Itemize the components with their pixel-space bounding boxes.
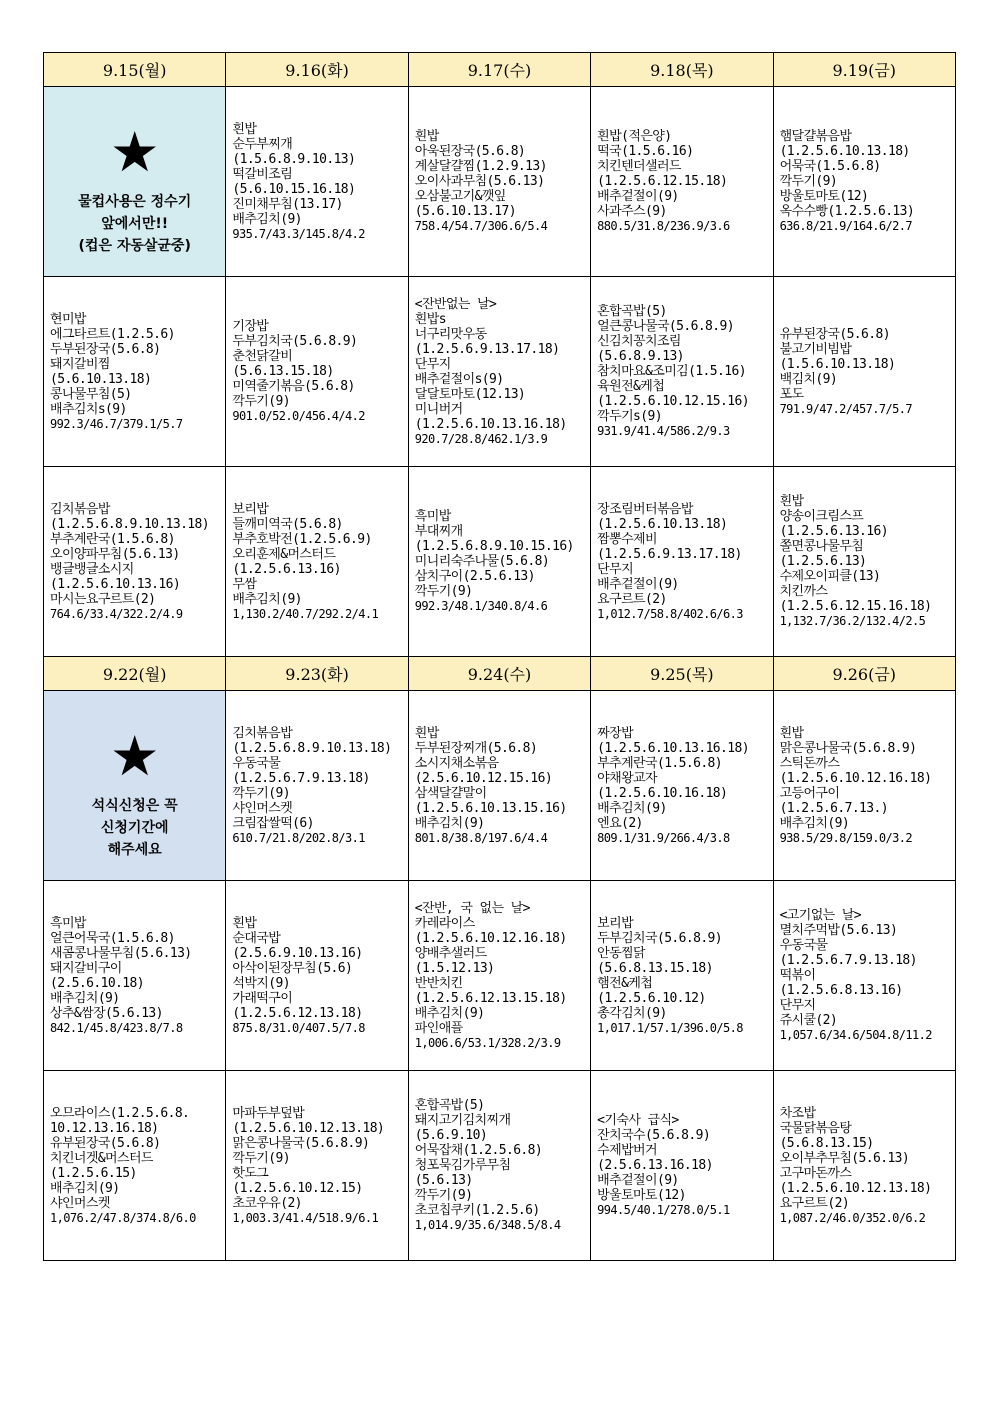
menu-item: 치킨텐더샐러드 [597,159,681,174]
menu-item: 장조림버터볶음밥 [597,501,693,517]
menu-item: (1.2.5.6.7.9.13.18) [779,953,917,968]
menu-item: 들깨미역국(5.6.8) [232,516,343,532]
menu-item: (1.2.5.6.12.13.15.18) [414,990,567,1006]
menu-item: 양배추샐러드 [414,945,487,961]
meal-cell [44,277,226,467]
menu-item: (2.5.6.9.10.13.16) [232,945,363,961]
menu-item: 치킨너겟&머스터드 [50,1150,153,1166]
menu-item: 배추김치(9) [50,1180,120,1196]
menu-item: (1.2.5.6.10.12.15) [232,1180,363,1196]
meal-cell [226,277,408,467]
menu-item: 오삼불고기&깻잎 [414,189,506,204]
nutrition-info: 1,006.6/53.1/328.2/3.9 [414,1035,561,1050]
menu-item: 깍두기(9) [414,1188,473,1203]
meal-cell [44,467,226,657]
menu-item: 기장밥 [232,319,269,334]
menu-item: 고구마돈까스 [779,1165,852,1181]
nutrition-info: 994.5/40.1/278.0/5.1 [597,1203,730,1217]
menu-item: 오리훈제&머스터드 [232,546,336,562]
menu-item: 부추계란국(1.5.6.8) [50,531,175,547]
menu-item: (1.2.5.6.15) [50,1165,137,1181]
menu-item: (1.2.5.6.10.12.16.18) [414,930,567,946]
menu-item: 두부된장찌개(5.6.8) [414,740,538,756]
meal-cell [226,1071,408,1261]
menu-item: 얼큰콩나물국(5.6.8.9) [597,319,734,334]
menu-item: 샤인머스켓 [50,1195,110,1211]
menu-item: (1.2.5.6.8.9.10.15.16) [414,539,574,554]
menu-item: 부추계란국(1.5.6.8) [597,755,723,771]
menu-item: 석박지(9) [232,975,290,991]
menu-item: (1.2.5.6.10.13.16) [50,576,181,592]
nutrition-info: 875.8/31.0/407.5/7.8 [232,1020,365,1035]
menu-item: 두부김치국(5.6.8.9) [232,334,358,349]
menu-item: (1.2.5.6.10.12.13.18) [232,1120,385,1136]
menu-item: (1.2.5.6.10.13.18) [597,516,728,532]
notice-text: 석식신청은 꼭 [91,797,178,814]
day-header: 9.15(월) [44,53,226,87]
menu-table [43,52,956,1261]
menu-item: 배추겉절이(9) [597,1173,679,1188]
menu-item: (5.6.9.10) [414,1128,488,1143]
menu-item: 청포묵김가루무침 [414,1158,511,1173]
menu-item: 우동국물 [779,938,828,953]
nutrition-info: 920.7/28.8/462.1/3.9 [414,431,548,446]
menu-item: (1.2.5.6.10.13.16.18) [414,416,567,432]
menu-item: (5.6.13) [414,1173,473,1188]
menu-item: (1.2.5.6.9.13.17.18) [597,546,742,562]
menu-item: 오므라이스(1.2.5.6.8. [50,1105,190,1121]
menu-item: 치킨까스 [779,584,828,599]
menu-item: 소시지채소볶음 [414,755,499,771]
menu-item: 순대국밥 [232,930,281,946]
day-header-row [44,53,956,87]
nutrition-info: 842.1/45.8/423.8/7.8 [50,1020,183,1035]
menu-item: 삼색달걀말이 [414,785,487,801]
meal-cell [591,277,773,467]
menu-item: 흰밥 [779,494,804,509]
meal-cell [591,691,773,881]
menu-item: 배추김치(9) [597,800,667,816]
menu-item: 새콤콩나물무침(5.6.13) [50,945,192,961]
nutrition-info: 1,017.1/57.1/396.0/5.8 [597,1020,743,1035]
menu-item: 육원전&케첩 [597,379,665,394]
menu-item: (5.6.10.13.18) [50,371,152,387]
menu-item: 햄달걀볶음밥 [779,129,852,144]
meal-row [44,691,956,881]
menu-item: 배추겉절이s(9) [414,371,504,387]
menu-item: (1.2.5.6.10.12.15.16) [597,394,749,409]
meal-cell [44,1071,226,1261]
menu-item: 떡국(1.5.6.16) [597,144,694,159]
day-header: 9.16(화) [226,53,408,87]
nutrition-info: 992.3/48.1/340.8/4.6 [414,599,548,613]
nutrition-info: 1,014.9/35.6/348.5/8.4 [414,1218,561,1232]
menu-item: 깍두기s(9) [597,409,662,424]
menu-item: 총각김치(9) [597,1005,667,1021]
menu-item: 쥬시쿨(2) [779,1013,838,1028]
menu-item: (2.5.6.10.18) [50,975,144,991]
menu-item: (1.2.5.6.13.16) [232,561,341,577]
menu-item: 스틱돈까스 [779,755,840,771]
menu-item: (1.2.5.6.8.9.10.13.18) [232,740,392,756]
menu-item: (1.2.5.6.8.13.16) [779,983,903,998]
day-header: 9.19(금) [773,53,955,87]
nutrition-info: 992.3/46.7/379.1/5.7 [50,416,183,431]
day-header: 9.22(월) [44,657,226,691]
menu-item: 초코칩쿠키(1.2.5.6) [414,1203,540,1218]
menu-item: 아삭이된장무침(5.6) [232,960,353,976]
notice-text: (컵은 자동살균중) [78,237,191,254]
menu-item: (1.2.5.6.7.13.) [779,800,888,816]
menu-item: (1.2.5.6.10.12) [597,990,706,1006]
menu-item: 미니리숙주나물(5.6.8) [414,554,550,569]
menu-item: 보리밥 [597,915,634,931]
nutrition-info: 764.6/33.4/322.2/4.9 [50,606,183,621]
menu-item: (2.5.6.10.12.15.16) [414,770,553,786]
day-header: 9.26(금) [773,657,955,691]
menu-item: 돼지고기김치찌개 [414,1113,511,1128]
menu-item: 오이부추무침(5.6.13) [779,1150,910,1166]
menu-item: 초코우유(2) [232,1195,302,1211]
menu-item: 깍두기(9) [232,785,290,801]
menu-item: 돼지갈비구이 [50,960,122,976]
menu-item: (1.2.5.6.10.16.18) [597,785,728,801]
menu-item: 배추김치s(9) [50,401,127,417]
menu-item: 아욱된장국(5.6.8) [414,144,526,159]
menu-item: 단무지 [414,356,451,372]
menu-item: 가래떡구이 [232,990,293,1006]
meal-cell [773,87,955,277]
menu-item: (1.5.6.10.13.18) [779,356,896,372]
menu-item: 유부된장국(5.6.8) [779,326,890,342]
menu-item: 야채왕교자 [597,770,657,786]
menu-item: 엔요(2) [597,815,643,831]
menu-item: (1.2.5.6.12.15.18) [597,174,728,189]
menu-item: 흑미밥 [50,915,86,931]
menu-item: (1.2.5.6.9.13.17.18) [414,341,560,357]
nutrition-info: 1,057.6/34.6/504.8/11.2 [779,1028,932,1042]
menu-item: 10.12.13.16.18) [50,1120,159,1136]
menu-item: 맑은콩나물국(5.6.8.9) [232,1135,370,1151]
meal-cell [226,87,408,277]
menu-item: 핫도그 [232,1165,269,1181]
menu-item: 멸치주먹밥(5.6.13) [779,923,898,938]
day-header-row [44,657,956,691]
meal-cell [591,1071,773,1261]
menu-item: 두부된장국(5.6.8) [50,341,161,357]
menu-item: (1.2.5.6.10.12.13.18) [779,1180,932,1196]
nutrition-info: 1,003.3/41.4/518.9/6.1 [232,1210,379,1225]
menu-item: (1.2.5.6.13) [779,554,867,569]
meal-cell [591,87,773,277]
menu-item: 상추&쌈장(5.6.13) [50,1005,163,1021]
meal-cell [408,691,590,881]
menu-item: 깍두기(9) [232,394,290,409]
meal-cell [773,277,955,467]
menu-item: 돼지갈비찜 [50,356,110,372]
meal-row [44,87,956,277]
menu-item: 미니버거 [414,401,463,417]
meal-cell [773,881,955,1071]
menu-item: (1.2.5.6.13.16) [779,524,888,539]
nutrition-info: 791.9/47.2/457.7/5.7 [779,401,913,416]
menu-item: (5.6.8.13.15.18) [597,960,713,976]
menu-item: 짬뽕수제비 [597,531,657,547]
menu-item: 맑은콩나물국(5.6.8.9) [779,740,917,756]
menu-item: 국물닭볶음탕 [779,1120,852,1136]
menu-item: 흰밥 [232,121,257,137]
menu-item: 짜장밥 [597,725,634,741]
menu-item: 부대찌개 [414,524,463,539]
menu-item: 양송이크림스프 [779,509,864,524]
menu-item: 마파두부덮밥 [232,1105,305,1121]
menu-item: 샤인머스켓 [232,800,293,816]
menu-item: 오이양파무침(5.6.13) [50,546,180,562]
menu-item: 마시는요구르트(2) [50,591,156,607]
menu-item: (1.2.5.6.10.13.18) [779,144,910,159]
menu-item: (5.6.13.15.18) [232,364,334,379]
menu-item: 불고기비빔밥 [779,341,852,357]
meal-row [44,277,956,467]
notice-text: 해주세요 [107,841,162,858]
meal-cell [226,467,408,657]
notice-cell [44,691,226,881]
menu-item: (5.6.10.15.16.18) [232,181,356,197]
menu-item: <잔반, 국 없는 날> [414,900,530,916]
menu-item: (2.5.6.13.16.18) [597,1158,713,1173]
menu-item: 부추호박전(1.2.5.6.9) [232,531,372,547]
menu-item: (5.6.10.13.17) [414,204,516,219]
menu-item: 배추겉절이(9) [597,189,679,204]
star-icon: ★ [111,704,159,795]
menu-item: 신김치꽁치조림 [597,334,681,349]
nutrition-info: 901.0/52.0/456.4/4.2 [232,409,365,423]
menu-item: (1.5.12.13) [414,960,495,976]
menu-item: 배추김치(9) [232,591,302,607]
menu-item: (5.6.8.13.15) [779,1135,874,1151]
menu-item: 쫄면콩나물무침 [779,539,864,554]
menu-item: 오이사과무침(5.6.13) [414,174,545,189]
menu-item: 수제밥버거 [597,1143,657,1158]
nutrition-info: 935.7/43.3/145.8/4.2 [232,226,365,241]
menu-item: 김치볶음밥 [232,725,293,741]
menu-item: 우동국물 [232,755,281,771]
menu-item: (1.2.5.6.12.13.18) [232,1005,363,1021]
menu-item: 흰밥 [232,915,257,931]
notice-cell [44,87,226,277]
menu-item: 얼큰어묵국(1.5.6.8) [50,930,175,946]
day-header: 9.17(수) [408,53,590,87]
menu-item: 너구리맛우동 [414,326,487,342]
meal-cell [226,881,408,1071]
nutrition-info: 801.8/38.8/197.6/4.4 [414,830,548,845]
menu-item: 어묵국(1.5.6.8) [779,159,881,174]
menu-item: 옥수수빵(1.2.5.6.13) [779,204,915,219]
menu-item: 햄전&케첩 [597,975,653,991]
meal-row [44,467,956,657]
menu-item: 김치볶음밥 [50,501,110,517]
menu-item: 안동찜닭 [597,945,646,961]
menu-item: 떡볶이 [779,968,816,983]
nutrition-info: 880.5/31.8/236.9/3.6 [597,219,730,233]
menu-item: 방울토마토(12) [597,1188,686,1203]
nutrition-info: 1,012.7/58.8/402.6/6.3 [597,606,743,621]
nutrition-info: 758.4/54.7/306.6/5.4 [414,219,548,233]
menu-item: 방울토마토(12) [779,189,869,204]
menu-item: 참치마요&조미김(1.5.16) [597,364,746,379]
nutrition-info: 610.7/21.8/202.8/3.1 [232,830,365,845]
menu-item: 크림잡쌀떡(6) [232,815,314,831]
menu-item: 파인애플 [414,1020,463,1036]
meal-cell [408,467,590,657]
menu-item: 뱅글뱅글소시지 [50,561,134,577]
menu-item: 단무지 [779,998,816,1013]
nutrition-info: 1,087.2/46.0/352.0/6.2 [779,1210,926,1225]
menu-item: 배추김치(9) [414,815,485,831]
menu-item: 단무지 [597,561,634,577]
menu-item: 어묵잡채(1.2.5.6.8) [414,1143,543,1158]
menu-item: 배추김치(9) [232,211,302,227]
menu-item: 순두부찌개 [232,136,293,152]
menu-item: 반반치킨 [414,975,463,991]
notice-text: 앞에서만!! [101,215,169,232]
nutrition-info: 1,076.2/47.8/374.8/6.0 [50,1210,196,1225]
menu-item: 진미채무침(13.17) [232,196,343,212]
menu-item: 흰밥 [414,725,439,741]
menu-item: 배추겉절이(9) [597,576,679,592]
menu-item: (1.2.5.6.7.9.13.18) [232,770,370,786]
nutrition-info: 636.8/21.9/164.6/2.7 [779,219,913,233]
menu-item: 미역줄기볶음(5.6.8) [232,379,355,394]
menu-item: (1.2.5.6.10.12.16.18) [779,770,932,786]
meal-cell [408,881,590,1071]
menu-item: (1.2.5.6.10.13.15.16) [414,800,567,816]
menu-item: 요구르트(2) [779,1195,850,1211]
meal-cell [773,1071,955,1261]
meal-cell [226,691,408,881]
meal-cell [44,881,226,1071]
nutrition-info: 931.9/41.4/586.2/9.3 [597,424,730,438]
menu-item: 잔치국수(5.6.8.9) [597,1128,711,1143]
menu-item: 에그타르트(1.2.5.6) [50,326,175,342]
meal-cell [773,691,955,881]
menu-item: 혼합곡밥(5) [597,304,667,319]
meal-cell [773,467,955,657]
menu-item: 보리밥 [232,501,269,517]
menu-item: 흰밥(적은양) [597,129,672,144]
menu-item: 흰밥 [414,129,439,144]
menu-item: (5.6.8.9.13) [597,349,684,364]
menu-item: 깍두기(9) [779,174,838,189]
menu-item: 무쌈 [232,576,257,592]
menu-item: 유부된장국(5.6.8) [50,1135,161,1151]
notice-text: 신청기간에 [100,819,169,836]
meal-cell [591,467,773,657]
notice-text: 물컵사용은 정수기 [78,193,192,210]
menu-item: 요구르트(2) [597,591,667,607]
menu-item: <기숙사 급식> [597,1113,679,1128]
menu-item: 백김치(9) [779,371,838,387]
menu-item: 삼치구이(2.5.6.13) [414,569,535,584]
menu-item: 계살달걀찜(1.2.9.13) [414,159,547,174]
menu-item: 달달토마토(12.13) [414,386,526,402]
day-header: 9.18(목) [591,53,773,87]
meal-cell [408,87,590,277]
meal-cell [408,277,590,467]
menu-item: 춘천닭갈비 [232,349,293,364]
menu-item: 배추김치(9) [779,815,850,831]
menu-item: 두부김치국(5.6.8.9) [597,930,723,946]
menu-item: 흰밥 [779,725,804,741]
menu-item: (1.2.5.6.10.13.16.18) [597,740,749,756]
menu-item: (1.5.6.8.9.10.13) [232,151,356,167]
nutrition-info: 1,130.2/40.7/292.2/4.1 [232,606,379,621]
meal-cell [408,1071,590,1261]
menu-item: 포도 [779,386,804,402]
menu-item: 혼합곡밥(5) [414,1098,485,1113]
menu-item: 현미밥 [50,311,86,327]
menu-item: <잔반없는 날> [414,296,497,312]
menu-item: 차조밥 [779,1105,816,1121]
menu-item: <고기없는 날> [779,908,862,923]
meal-row [44,1071,956,1261]
menu-item: 콩나물무침(5) [50,386,132,402]
nutrition-info: 809.1/31.9/266.4/3.8 [597,830,730,845]
menu-item: 사과주스(9) [597,204,667,219]
day-header: 9.23(화) [226,657,408,691]
menu-item: 고등어구이 [779,785,840,801]
meal-row [44,881,956,1071]
meal-cell [591,881,773,1071]
menu-item: (1.2.5.6.12.15.16.18) [779,599,932,614]
menu-item: 떡갈비조림 [232,166,293,182]
menu-item: 흰밥s [414,311,446,327]
menu-item: 수제오이피클(13) [779,569,881,584]
nutrition-info: 938.5/29.8/159.0/3.2 [779,830,913,845]
menu-item: 카레라이스 [414,915,475,931]
day-header: 9.24(수) [408,657,590,691]
day-header: 9.25(목) [591,657,773,691]
nutrition-info: 1,132.7/36.2/132.4/2.5 [779,614,926,628]
menu-item: 흑미밥 [414,509,451,524]
menu-item: 깍두기(9) [414,584,473,599]
star-icon: ★ [111,100,159,191]
menu-item: 배추김치(9) [50,990,120,1006]
menu-item: (1.2.5.6.8.9.10.13.18) [50,516,209,532]
menu-item: 깍두기(9) [232,1150,290,1166]
menu-item: 배추김치(9) [414,1005,485,1021]
